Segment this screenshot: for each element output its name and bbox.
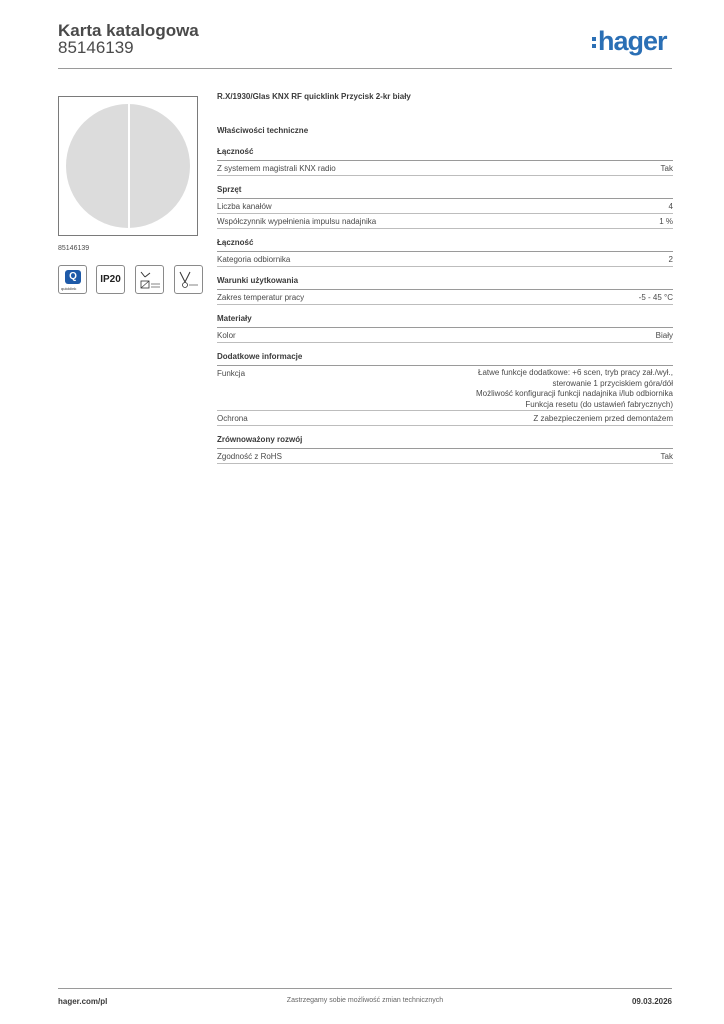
section-title: Właściwości techniczne	[217, 126, 309, 135]
product-name: R.X/1930/Glas KNX RF quicklink Przycisk 2-kr biały	[217, 92, 411, 101]
spec-value: Tak	[660, 164, 673, 173]
group-title: Warunki użytkowania	[217, 276, 673, 290]
spec-row	[217, 214, 673, 229]
group-title: Łączność	[217, 147, 673, 161]
spec-value-line: Możliwość konfiguracji funkcji nadajnika i/lub odbiornika	[476, 389, 673, 398]
spec-row	[217, 290, 673, 305]
spec-group-connectivity	[217, 147, 673, 176]
footer-date: 09.03.2026	[631, 997, 672, 1006]
spec-value	[476, 368, 673, 410]
spec-label: Ochrona	[217, 414, 248, 423]
spec-row	[217, 411, 673, 426]
product-code: 85146139	[58, 245, 90, 252]
spec-row	[217, 252, 673, 267]
spec-group-operating-conditions	[217, 276, 673, 305]
spec-group-materials	[217, 314, 673, 343]
spec-label: Zakres temperatur pracy	[217, 293, 305, 302]
spec-label: Z systemem magistrali KNX radio	[217, 164, 336, 173]
spec-label: Kolor	[217, 331, 236, 340]
website-link[interactable]: hager.com/pl	[58, 997, 108, 1006]
quality-badge	[58, 265, 87, 294]
logo-dots-icon	[592, 34, 596, 51]
product-image	[58, 96, 198, 236]
spec-value-line: Łatwe funkcje dodatkowe: +6 scen, tryb pracy zał./wył.,	[478, 368, 673, 377]
spec-value: 2	[668, 255, 673, 264]
spec-value-line: Funkcja resetu (do ustawień fabrycznych)	[525, 399, 673, 409]
spec-value: Biały	[655, 331, 673, 340]
specifications	[217, 92, 673, 464]
spec-row	[217, 328, 673, 343]
spec-label: Współczynnik wypełnienia impulsu nadajnika	[217, 217, 377, 226]
spec-value-line: sterowanie 1 przyciskiem góra/dół	[552, 378, 673, 388]
footer-divider	[58, 988, 672, 989]
footer-notice: Zastrzegamy sobie możliwość zmian technicznych	[286, 997, 444, 1004]
document-title: Karta katalogowa	[58, 21, 199, 40]
group-title: Łączność	[217, 238, 673, 252]
temperature-icon	[174, 265, 203, 294]
quality-mark-icon: Q	[65, 270, 81, 284]
hager-logo[interactable]	[592, 28, 667, 55]
spec-group-additional-info	[217, 352, 673, 426]
spec-value: Z zabezpieczeniem przed demontażem	[533, 414, 673, 423]
group-title: Dodatkowe informacje	[217, 352, 673, 366]
group-title: Zrównoważony rozwój	[217, 435, 673, 449]
header-divider	[58, 68, 672, 69]
spec-value: 1 %	[659, 217, 673, 226]
spec-row	[217, 199, 673, 214]
ip-rating-badge: IP20	[96, 265, 125, 294]
spec-group-sustainability	[217, 435, 673, 464]
spec-group-receiver	[217, 238, 673, 267]
mounting-height-icon	[135, 265, 164, 294]
spec-value: Tak	[660, 452, 673, 461]
spec-row	[217, 449, 673, 464]
spec-label: Liczba kanałów	[217, 202, 272, 211]
spec-label: Zgodność z RoHS	[217, 452, 282, 461]
button-split-line	[128, 104, 130, 228]
spec-row	[217, 366, 673, 411]
spec-label: Funkcja	[217, 369, 246, 378]
spec-row	[217, 161, 673, 176]
spec-label: Kategoria odbiornika	[217, 255, 291, 264]
spec-value: -5 - 45 °C	[638, 293, 673, 302]
group-title: Sprzęt	[217, 185, 673, 199]
quality-badge-text: quicklink	[61, 286, 77, 291]
document-number: 85146139	[58, 38, 134, 57]
spec-group-hardware	[217, 185, 673, 229]
spec-value: 4	[668, 202, 673, 211]
logo-text: hager	[598, 26, 667, 56]
group-title: Materiały	[217, 314, 673, 328]
